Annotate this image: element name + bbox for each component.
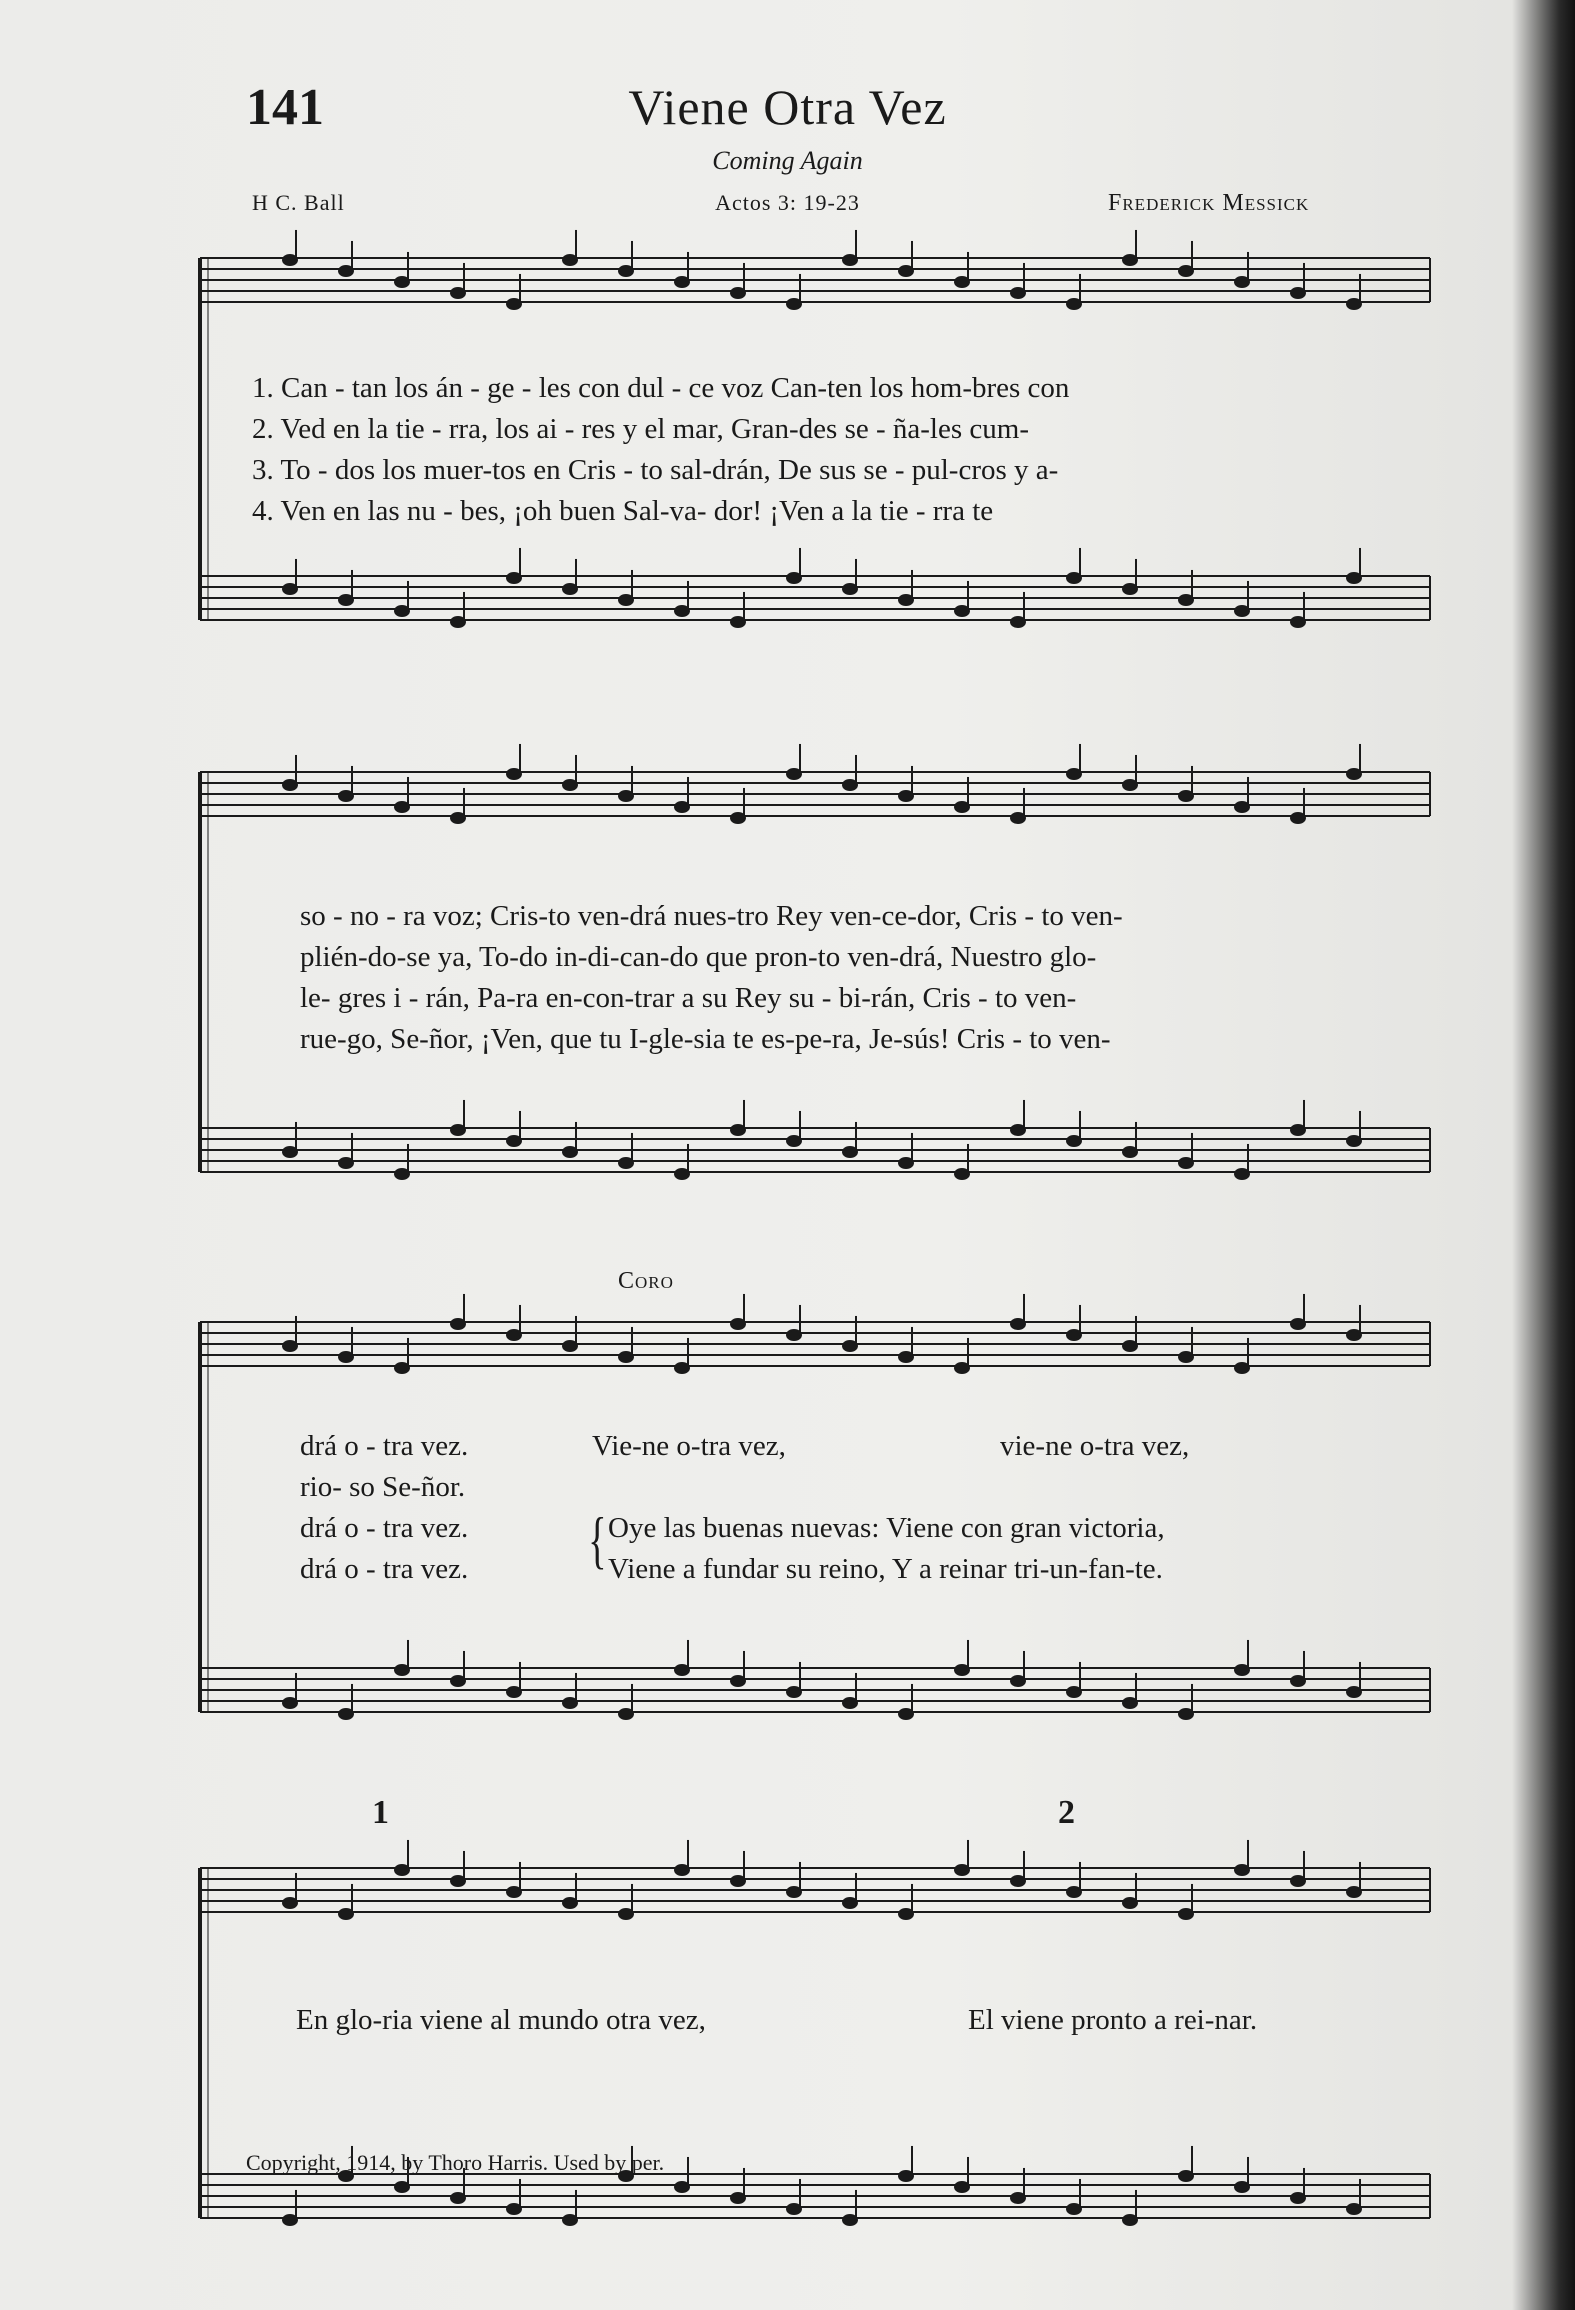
note-head <box>1011 617 1025 627</box>
note-head <box>1067 1330 1081 1340</box>
hymn-composer: Frederick Messick <box>1108 190 1310 216</box>
note-head <box>1235 2182 1249 2192</box>
note-head <box>899 266 913 276</box>
note-head <box>507 2204 521 2214</box>
lyric-s3-v4: drá o - tra vez. <box>300 1553 469 1585</box>
note-head <box>955 2182 969 2192</box>
note-head <box>1179 2171 1193 2181</box>
note-head <box>787 1330 801 1340</box>
note-head <box>787 769 801 779</box>
lyric-s3-v3: drá o - tra vez. <box>300 1512 469 1544</box>
note-head <box>339 1909 353 1919</box>
note-head <box>1179 1158 1193 1168</box>
note-head <box>563 584 577 594</box>
note-head <box>1067 299 1081 309</box>
note-head <box>1347 1687 1361 1697</box>
coro-label: Coro <box>618 1268 674 1294</box>
note-head <box>1291 1676 1305 1686</box>
note-head <box>1123 2215 1137 2225</box>
note-head <box>451 1676 465 1686</box>
note-head <box>339 1709 353 1719</box>
note-head <box>1067 769 1081 779</box>
note-head <box>1235 1665 1249 1675</box>
note-head <box>1347 1887 1361 1897</box>
hymn-number: 141 <box>246 79 324 136</box>
note-head <box>339 1158 353 1168</box>
note-head <box>899 2171 913 2181</box>
note-head <box>1235 1169 1249 1179</box>
lyric-s2-v3: le- gres i - rán, Pa-ra en-con-trar a su Rey su - bi-rán, Cris - to ven- <box>300 982 1077 1014</box>
note-head <box>619 791 633 801</box>
note-head <box>507 1330 521 1340</box>
note-head <box>787 2204 801 2214</box>
note-head <box>451 1876 465 1886</box>
note-head <box>955 606 969 616</box>
note-head <box>843 255 857 265</box>
note-head <box>843 1341 857 1351</box>
note-head <box>507 1136 521 1146</box>
note-head <box>1011 1319 1025 1329</box>
note-head <box>283 2215 297 2225</box>
note-head <box>1179 1909 1193 1919</box>
note-head <box>675 1665 689 1675</box>
note-head <box>899 1158 913 1168</box>
note-head <box>731 1125 745 1135</box>
note-head <box>507 573 521 583</box>
note-head <box>563 1898 577 1908</box>
note-head <box>339 595 353 605</box>
hymn-title: Viene Otra Vez <box>628 79 947 135</box>
second-ending-number: 2 <box>1058 1794 1075 1831</box>
note-head <box>507 1887 521 1897</box>
first-ending-number: 1 <box>372 1794 389 1831</box>
note-head <box>1123 1147 1137 1157</box>
note-head <box>1347 573 1361 583</box>
lyric-s1-v3: 3. To - dos los muer-tos en Cris - to sal-drán, De sus se - pul-cros y a- <box>252 454 1059 486</box>
note-head <box>1235 802 1249 812</box>
note-head <box>787 1136 801 1146</box>
note-head <box>339 791 353 801</box>
lyric-s1-v2: 2. Ved en la tie - rra, los ai - res y el mar, Gran-des se - ña-les cum- <box>252 413 1029 445</box>
note-head <box>507 769 521 779</box>
note-head <box>1011 288 1025 298</box>
hymn-subtitle: Coming Again <box>712 146 863 175</box>
note-head <box>283 1898 297 1908</box>
note-head <box>563 2215 577 2225</box>
note-head <box>1067 573 1081 583</box>
note-head <box>787 1887 801 1897</box>
note-head <box>619 1158 633 1168</box>
lyric-s2-v2: plién-do-se ya, To-do in-di-can-do que pron-to ven-drá, Nuestro glo- <box>300 941 1097 973</box>
note-head <box>955 802 969 812</box>
note-head <box>731 2193 745 2203</box>
note-head <box>1235 1865 1249 1875</box>
note-head <box>1011 813 1025 823</box>
lyric-s4-b: El viene pronto a rei-nar. <box>968 2004 1258 2036</box>
note-head <box>563 255 577 265</box>
note-head <box>843 1898 857 1908</box>
note-head <box>843 1147 857 1157</box>
note-head <box>1123 1341 1137 1351</box>
lyric-s3-v1: drá o - tra vez. <box>300 1430 469 1462</box>
note-head <box>283 1147 297 1157</box>
note-head <box>563 1341 577 1351</box>
lyric-s1-v4: 4. Ven en las nu - bes, ¡oh buen Sal-va- dor! ¡Ven a la tie - rra te <box>252 495 994 527</box>
note-head <box>619 1709 633 1719</box>
note-head <box>507 299 521 309</box>
note-head <box>563 780 577 790</box>
note-head <box>563 1147 577 1157</box>
note-head <box>1291 1125 1305 1135</box>
lyric-s2-v1: so - no - ra voz; Cris-to ven-drá nues-tro Rey ven-ce-dor, Cris - to ven- <box>300 900 1123 932</box>
note-head <box>507 1687 521 1697</box>
chorus-line-2: vie-ne o-tra vez, <box>1000 1430 1190 1462</box>
note-head <box>843 584 857 594</box>
note-head <box>1347 299 1361 309</box>
note-head <box>1291 1876 1305 1886</box>
note-head <box>283 255 297 265</box>
note-head <box>899 1709 913 1719</box>
note-head <box>451 288 465 298</box>
lyric-s1-v1: 1. Can - tan los án - ge - les con dul - ce voz Can-ten los hom-bres con <box>252 372 1070 404</box>
note-head <box>731 813 745 823</box>
note-head <box>955 277 969 287</box>
note-head <box>675 1363 689 1373</box>
note-head <box>619 1352 633 1362</box>
note-head <box>339 1352 353 1362</box>
note-head <box>675 1865 689 1875</box>
note-head <box>1347 2204 1361 2214</box>
note-head <box>843 780 857 790</box>
note-head <box>1067 1136 1081 1146</box>
note-head <box>283 1698 297 1708</box>
note-head <box>619 266 633 276</box>
note-head <box>955 1865 969 1875</box>
note-head <box>1235 1363 1249 1373</box>
note-head <box>1179 1352 1193 1362</box>
note-head <box>1291 1319 1305 1329</box>
note-head <box>395 802 409 812</box>
note-head <box>955 1363 969 1373</box>
note-head <box>1123 780 1137 790</box>
note-head <box>787 299 801 309</box>
note-head <box>283 1341 297 1351</box>
note-head <box>675 802 689 812</box>
note-head <box>1347 1136 1361 1146</box>
note-head <box>1179 595 1193 605</box>
note-head <box>451 2193 465 2203</box>
chorus-line-1: Vie-ne o-tra vez, <box>592 1430 786 1462</box>
chorus-right-2: Viene a fundar su reino, Y a reinar tri-un-fan-te. <box>608 1553 1163 1585</box>
note-head <box>283 584 297 594</box>
note-head <box>1179 266 1193 276</box>
lyric-s2-v4: rue-go, Se-ñor, ¡Ven, que tu I-gle-sia te es-pe-ra, Je-sús! Cris - to ven- <box>300 1023 1111 1055</box>
note-head <box>451 1125 465 1135</box>
note-head <box>339 266 353 276</box>
note-head <box>1123 1898 1137 1908</box>
note-head <box>619 1909 633 1919</box>
note-head <box>1123 584 1137 594</box>
lyric-s4-a: En glo-ria viene al mundo otra vez, <box>296 2004 706 2036</box>
note-head <box>1067 2204 1081 2214</box>
chorus-right-1: Oye las buenas nuevas: Viene con gran victoria, <box>608 1512 1165 1544</box>
note-head <box>395 1169 409 1179</box>
note-head <box>451 617 465 627</box>
note-head <box>675 606 689 616</box>
note-head <box>1011 1876 1025 1886</box>
note-head <box>1011 1125 1025 1135</box>
note-head <box>395 606 409 616</box>
note-head <box>787 573 801 583</box>
note-head <box>899 791 913 801</box>
note-head <box>731 1876 745 1886</box>
note-head <box>899 595 913 605</box>
note-head <box>395 1665 409 1675</box>
note-head <box>1347 769 1361 779</box>
note-head <box>283 780 297 790</box>
note-head <box>731 1319 745 1329</box>
note-head <box>1123 1698 1137 1708</box>
note-head <box>1291 2193 1305 2203</box>
note-head <box>395 1363 409 1373</box>
note-head <box>731 288 745 298</box>
note-head <box>675 277 689 287</box>
note-head <box>1179 791 1193 801</box>
note-head <box>731 1676 745 1686</box>
note-head <box>675 1169 689 1179</box>
note-head <box>843 1698 857 1708</box>
hymn-author: H C. Ball <box>252 190 345 215</box>
chorus-brace: { <box>588 1504 607 1575</box>
note-head <box>1067 1687 1081 1697</box>
note-head <box>563 1698 577 1708</box>
note-head <box>731 617 745 627</box>
note-head <box>1011 2193 1025 2203</box>
note-head <box>1291 617 1305 627</box>
note-head <box>675 2182 689 2192</box>
note-head <box>1123 255 1137 265</box>
note-head <box>1179 1709 1193 1719</box>
copyright-notice: Copyright, 1914, by Thoro Harris. Used by per. <box>246 2150 665 2175</box>
lyric-s3-v2: rio- so Se-ñor. <box>300 1471 466 1503</box>
note-head <box>395 1865 409 1875</box>
note-head <box>395 277 409 287</box>
note-head <box>451 813 465 823</box>
hymn-scripture: Actos 3: 19-23 <box>715 190 860 215</box>
note-head <box>1291 813 1305 823</box>
note-head <box>1235 606 1249 616</box>
note-head <box>619 595 633 605</box>
note-head <box>1235 277 1249 287</box>
note-head <box>451 1319 465 1329</box>
note-head <box>955 1665 969 1675</box>
note-head <box>395 2182 409 2192</box>
note-head <box>899 1909 913 1919</box>
note-head <box>1347 1330 1361 1340</box>
note-head <box>843 2215 857 2225</box>
note-head <box>955 1169 969 1179</box>
note-head <box>1291 288 1305 298</box>
note-head <box>1011 1676 1025 1686</box>
note-head <box>1067 1887 1081 1897</box>
note-head <box>899 1352 913 1362</box>
note-head <box>787 1687 801 1697</box>
